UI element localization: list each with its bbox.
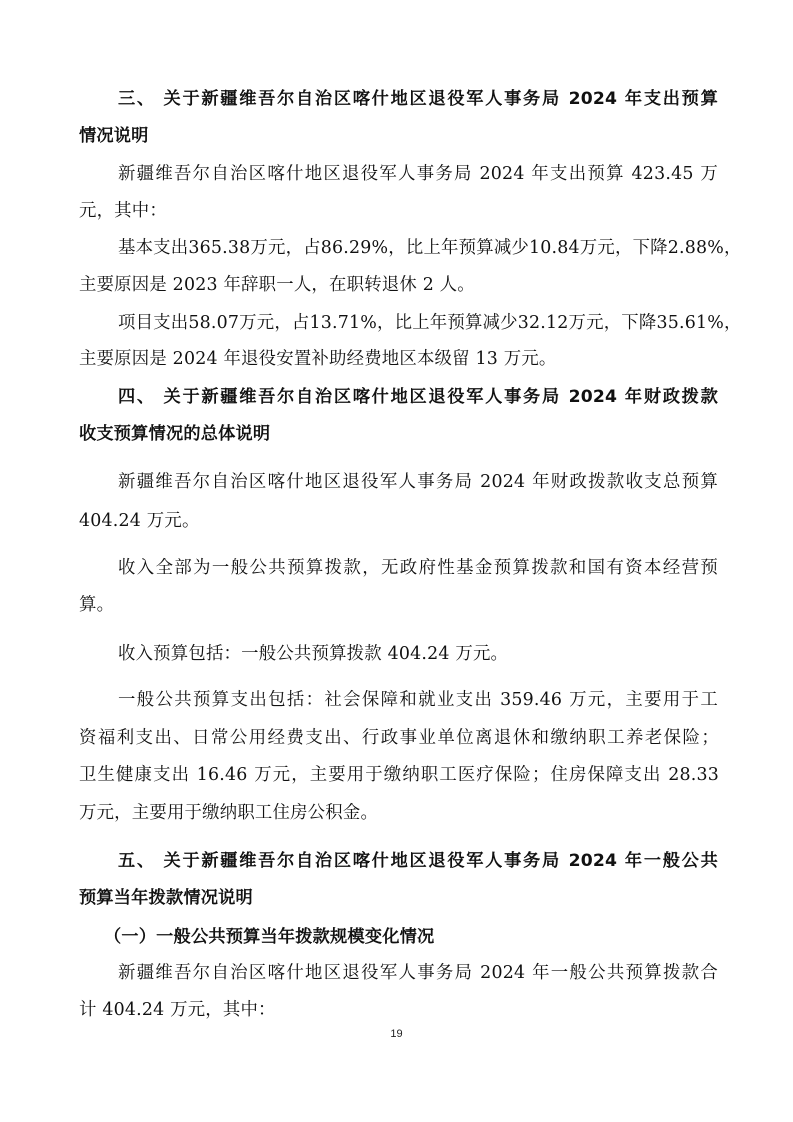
page-number: 19	[390, 1028, 403, 1040]
paragraph-line: 一般公共预算支出包括：社会保障和就业支出 359.46 万元，主要用于工	[118, 690, 718, 710]
paragraph-line: 计 404.24 万元，其中：	[79, 1000, 276, 1020]
section-heading: 五、 关于新疆维吾尔自治区喀什地区退役军人事务局 2024 年一般公共	[118, 851, 718, 871]
paragraph-line: 基本支出365.38万元，占86.29%，比上年预算减少10.84万元，下降2.88%，	[118, 238, 742, 258]
paragraph-line: 资福利支出、日常公用经费支出、行政事业单位离退休和缴纳职工养老保险；	[79, 728, 719, 748]
section-heading-cont: 收支预算情况的总体说明	[79, 424, 271, 444]
section-heading-cont: 预算当年拨款情况说明	[79, 888, 253, 908]
paragraph-line: 新疆维吾尔自治区喀什地区退役军人事务局 2024 年财政拨款收支总预算	[118, 472, 718, 492]
paragraph-line: 收入预算包括：一般公共预算拨款 404.24 万元。	[118, 644, 509, 664]
paragraph-line: 万元，主要用于缴纳职工住房公积金。	[79, 803, 379, 823]
paragraph-line: 算。	[79, 595, 115, 615]
paragraph-line: 新疆维吾尔自治区喀什地区退役军人事务局 2024 年一般公共预算拨款合	[118, 963, 718, 983]
paragraph-line: 新疆维吾尔自治区喀什地区退役军人事务局 2024 年支出预算 423.45 万	[118, 164, 718, 184]
section-heading: 四、 关于新疆维吾尔自治区喀什地区退役军人事务局 2024 年财政拨款	[118, 387, 718, 407]
paragraph-line: 收入全部为一般公共预算拨款，无政府性基金预算拨款和国有资本经营预	[118, 558, 718, 578]
section-heading-cont: 情况说明	[79, 126, 149, 146]
paragraph-line: 404.24 万元。	[79, 511, 200, 531]
paragraph-line: 元，其中：	[79, 201, 167, 221]
paragraph-line: 主要原因是 2024 年退役安置补助经费地区本级留 13 万元。	[79, 349, 557, 369]
sub-heading: （一）一般公共预算当年拨款规模变化情况	[104, 927, 435, 947]
paragraph-line: 卫生健康支出 16.46 万元，主要用于缴纳职工医疗保险；住房保障支出 28.33	[79, 765, 719, 785]
paragraph-line: 主要原因是 2023 年辞职一人，在职转退休 2 人。	[79, 275, 475, 295]
paragraph-line: 项目支出58.07万元，占13.71%，比上年预算减少32.12万元，下降35.61%，	[118, 313, 742, 333]
section-heading: 三、 关于新疆维吾尔自治区喀什地区退役军人事务局 2024 年支出预算	[118, 89, 718, 109]
